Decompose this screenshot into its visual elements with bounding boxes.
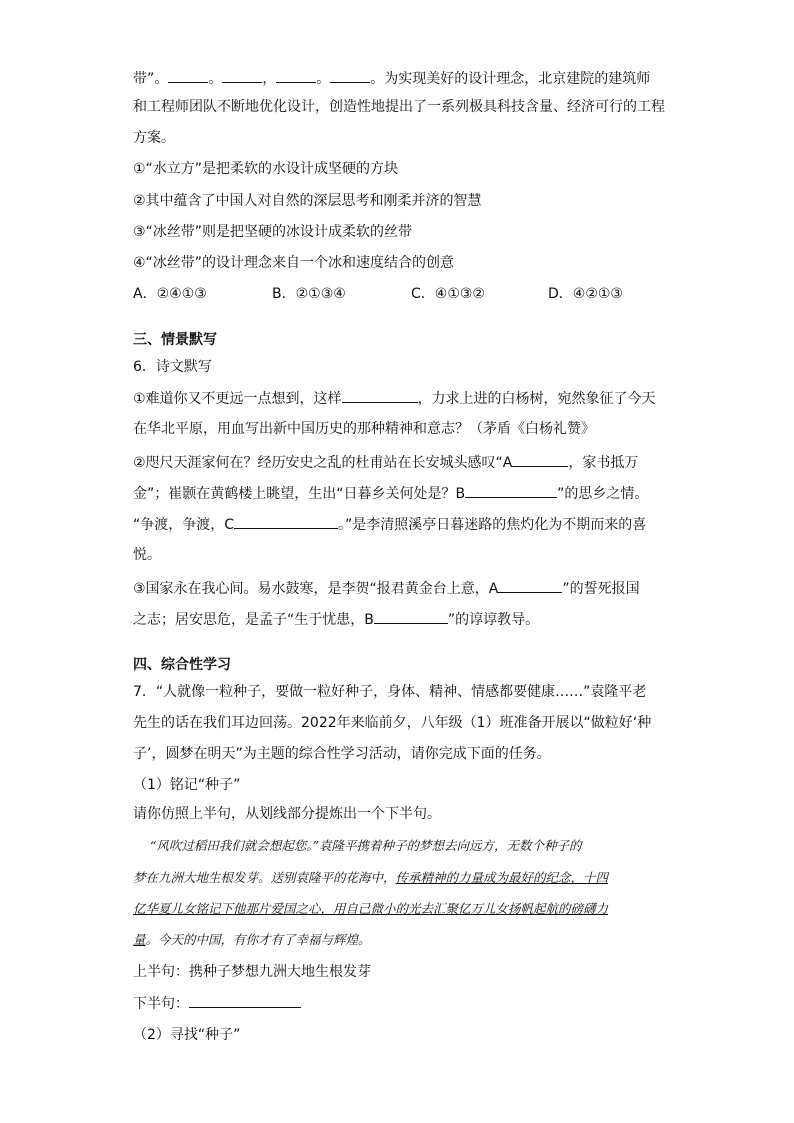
subquestion-1-title: （1）铭记“种子” — [133, 777, 241, 793]
text-fragment: “争渡，争渡，C — [133, 517, 235, 533]
answer-blank[interactable] — [465, 483, 557, 498]
section-heading-3: 三、情景默写 — [133, 332, 217, 348]
poem-line — [133, 452, 693, 473]
poem-line — [133, 609, 693, 630]
answer-blank[interactable] — [342, 388, 418, 403]
choice-d[interactable]: D．④②①③ — [548, 286, 623, 302]
text-fragment: ， — [262, 71, 277, 87]
option-item-2: ②其中蕴含了中国人对自然的深层思考和刚柔并济的智慧 — [133, 193, 482, 209]
text-fragment: 梦在九洲大地生根发芽。送别袁隆平的花海中， — [133, 870, 396, 885]
answer-blank[interactable] — [374, 609, 448, 624]
poem-line — [133, 483, 693, 504]
answer-blank[interactable] — [498, 578, 562, 593]
text-fragment: ”的思乡之情。 — [557, 486, 649, 502]
poem-line: 在华北平原，用血写出新中国历史的那种精神和意志？（茅盾《白杨礼赞》 — [133, 421, 595, 437]
text-fragment: 。 — [208, 71, 223, 87]
answer-blank[interactable] — [189, 993, 301, 1008]
poem-line — [133, 578, 693, 599]
option-item-3: ③“冰丝带”则是把坚硬的冰设计成柔软的丝带 — [133, 224, 413, 240]
poem-line — [133, 514, 693, 535]
question-7-text: 子’，圆梦在明天”为主题的综合性学习活动，请你完成下面的任务。 — [133, 746, 551, 762]
answer-blank[interactable] — [234, 514, 338, 529]
essay-line — [133, 930, 693, 950]
choice-c[interactable]: C．④①③② — [411, 286, 485, 302]
essay-line: “风吹过稻田我们就会想起您。”袁隆平携着种子的梦想去向远方，无数个种子的 — [150, 838, 582, 853]
text-fragment: 。今天的中国，有你才有了幸福与辉煌。 — [145, 932, 371, 947]
text-fragment: 下半句： — [133, 996, 189, 1012]
passage-line-2: 和工程师团队不断地优化设计，创造性地提出了一系列极具科技含量、经济可行的工程 — [133, 99, 665, 115]
text-fragment: ”的谆谆教导。 — [447, 612, 540, 628]
question-7-text: 先生的话在我们耳边回荡。2022年来临前夕，八年级（1）班准备开展以“做粒好‘种 — [133, 715, 652, 731]
subquestion-2-title: （2）寻找“种子” — [133, 1027, 241, 1043]
poem-line — [133, 388, 693, 409]
text-fragment: 。”是李清照溪亭日暮迷路的焦灼化为不期而来的喜 — [338, 517, 647, 533]
answer-blank[interactable] — [512, 452, 568, 467]
text-fragment: ，家书抵万 — [568, 455, 639, 471]
underlined-text: 量 — [133, 932, 146, 947]
text-fragment: 。为实现美好的设计理念，北京建院的建筑师 — [370, 71, 651, 87]
question-6-title: 6．诗文默写 — [133, 359, 212, 375]
text-fragment: 。 — [316, 71, 331, 87]
poem-line: 悦。 — [133, 547, 161, 563]
question-7-text: 7．“人就像一粒种子，要做一粒好种子，身体、精神、情感都要健康……”袁隆平老 — [133, 684, 647, 700]
choice-a[interactable]: A．②④①③ — [133, 286, 207, 302]
section-heading-4: 四、综合性学习 — [133, 657, 231, 673]
text-fragment: ③国家永在我心间。易水鼓寒，是李贺“报君黄金台上意，A — [133, 581, 499, 597]
passage-line-1 — [133, 68, 693, 89]
subquestion-1-instruction: 请你仿照上半句，从划线部分提炼出一个下半句。 — [133, 806, 441, 822]
underlined-text: 传承精神的力量成为最好的纪念，十四 — [395, 870, 609, 885]
text-fragment: ②咫尺天涯家何在？经历安史之乱的杜甫站在长安城头感叹“A — [133, 455, 513, 471]
text-fragment: 带”。 — [133, 71, 169, 87]
text-fragment: ①难道你又不更远一点想到，这样 — [133, 391, 342, 407]
answer-blank[interactable] — [330, 68, 370, 83]
choice-b[interactable]: B．②①③④ — [272, 286, 346, 302]
option-item-4: ④“冰丝带”的设计理念来自一个冰和速度结合的创意 — [133, 255, 455, 271]
text-fragment: 之志；居安思危，是孟子“生于忧患，B — [133, 612, 374, 628]
answer-blank[interactable] — [168, 68, 208, 83]
answer-blank[interactable] — [276, 68, 316, 83]
essay-line — [133, 868, 693, 888]
text-fragment: 金”；崔颢在黄鹤楼上眺望，生出“日暮乡关何处是？B — [133, 486, 466, 502]
text-fragment: ，力求上进的白杨树，宛然象征了今天 — [417, 391, 656, 407]
answer-blank[interactable] — [222, 68, 262, 83]
underlined-essay-line: 亿华夏儿女铭记下他那片爱国之心，用自己微小的光去汇聚亿万儿女扬帆起航的磅礴力 — [133, 901, 609, 916]
upper-half-sentence: 上半句：携种子梦想九洲大地生根发芽 — [133, 964, 371, 980]
passage-line-3: 方案。 — [133, 130, 175, 146]
option-item-1: ①“水立方”是把柔软的水设计成坚硬的方块 — [133, 161, 399, 177]
lower-half-sentence — [133, 993, 693, 1014]
text-fragment: ”的誓死报国 — [562, 581, 640, 597]
